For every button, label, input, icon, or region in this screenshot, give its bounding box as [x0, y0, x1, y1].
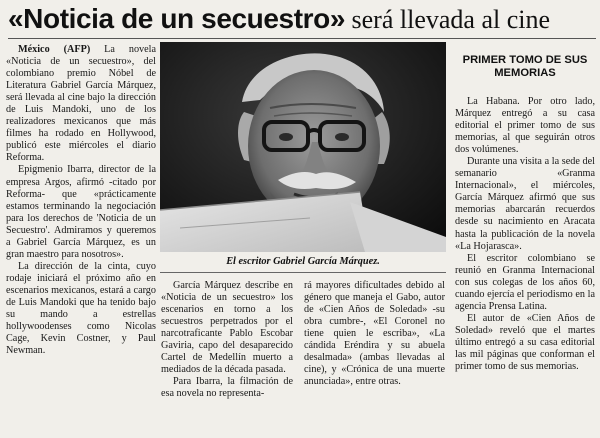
- paragraph: rá mayores dificultades debido al género que maneja el Gabo, autor de «Cien Años de Soledad» -su obra cumbre-, «El Coronel no tiene quien le escriba», «La cándida Eréndira y su abuela desalmada» (ambas llevadas al cine), y «Crónica de una muerte anunciada», entre otras.: [304, 280, 445, 388]
- dateline: México (AFP): [18, 44, 91, 55]
- paragraph: El autor de «Cien Años de Soledad» reveló que el martes último entregó a su casa editorial las mil páginas que conforman el primer tomo de sus memorias.: [455, 312, 595, 373]
- headline: [8, 3, 598, 39]
- headline-title: «Noticia de un secuestro»: [8, 3, 346, 34]
- article-column-2: [161, 280, 293, 400]
- paragraph: Epigmenio Ibarra, director de la empresa Argos, afirmó -citado por Reforma- que «prácticamente estamos terminando la negociación para los derechos de 'Noticia de un Secuestro'. Admiramos y queremos a Gabriel García Márquez, es un gran maestro para nosotros».: [6, 164, 156, 260]
- paragraph: Para Ibarra, la filmación de esa novela no representa-: [161, 376, 293, 400]
- caption-rule: [160, 272, 446, 273]
- paragraph: Durante una visita a la sede del semanario «Granma Internacional», el miércoles, García Márquez afirmó que sus memorias abarcarán recuerdos desde su nacimiento en Aracata hasta la publicación de la novela «La Hojarasca».: [455, 156, 595, 252]
- paragraph: El escritor colombiano se reunió en Granma Internacional con sus colegas de los años 60, cuando ejercía el periodismo en la agencia Prensa Latina.: [455, 252, 595, 312]
- photo-caption: El escritor Gabriel García Márquez.: [226, 256, 380, 267]
- sidebar-column: [455, 96, 595, 373]
- author-photo: [160, 42, 446, 252]
- paragraph: García Márquez describe en «Noticia de un secuestro» los escenarios en torno a los secuestros perpetrados por el narcotraficante Pablo Escobar Gaviria, capo del desaparecido Cartel de Medellín muerto a mediados de la década pasada.: [161, 280, 293, 376]
- sidebar-title: PRIMER TOMO DE SUS MEMORIAS: [462, 54, 588, 79]
- headline-subtitle: será llevada al cine: [345, 5, 551, 34]
- paragraph: La Habana. Por otro lado, Márquez entregó a su casa editorial el primer tomo de sus memorias, al que seguirán otros dos volúmenes.: [455, 96, 595, 156]
- article-column-3: [304, 280, 445, 388]
- paragraph-lead: [6, 44, 156, 164]
- paragraph: La dirección de la cinta, cuyo rodaje iniciará el próximo año en escenarios mexicanos, estará a cargo de Luis Mandoki que ha tenido bajo su mando a estrellas hollywoodenses como Nicolas Cage, Kevin Costner, y Paul Newman.: [6, 260, 156, 357]
- headline-rule: [8, 38, 596, 39]
- article-column-1: [6, 44, 156, 357]
- lead-text: La novela «Noticia de un secuestro», del colombiano premio Nóbel de Literatura Gabriel García Márquez, será llevada al cine bajo la dirección de Luis Mandoki, uno de los realizadores mexicanos que más filmes ha rodado en Hollywood, publicó este miércoles el diario Reforma.: [6, 44, 157, 164]
